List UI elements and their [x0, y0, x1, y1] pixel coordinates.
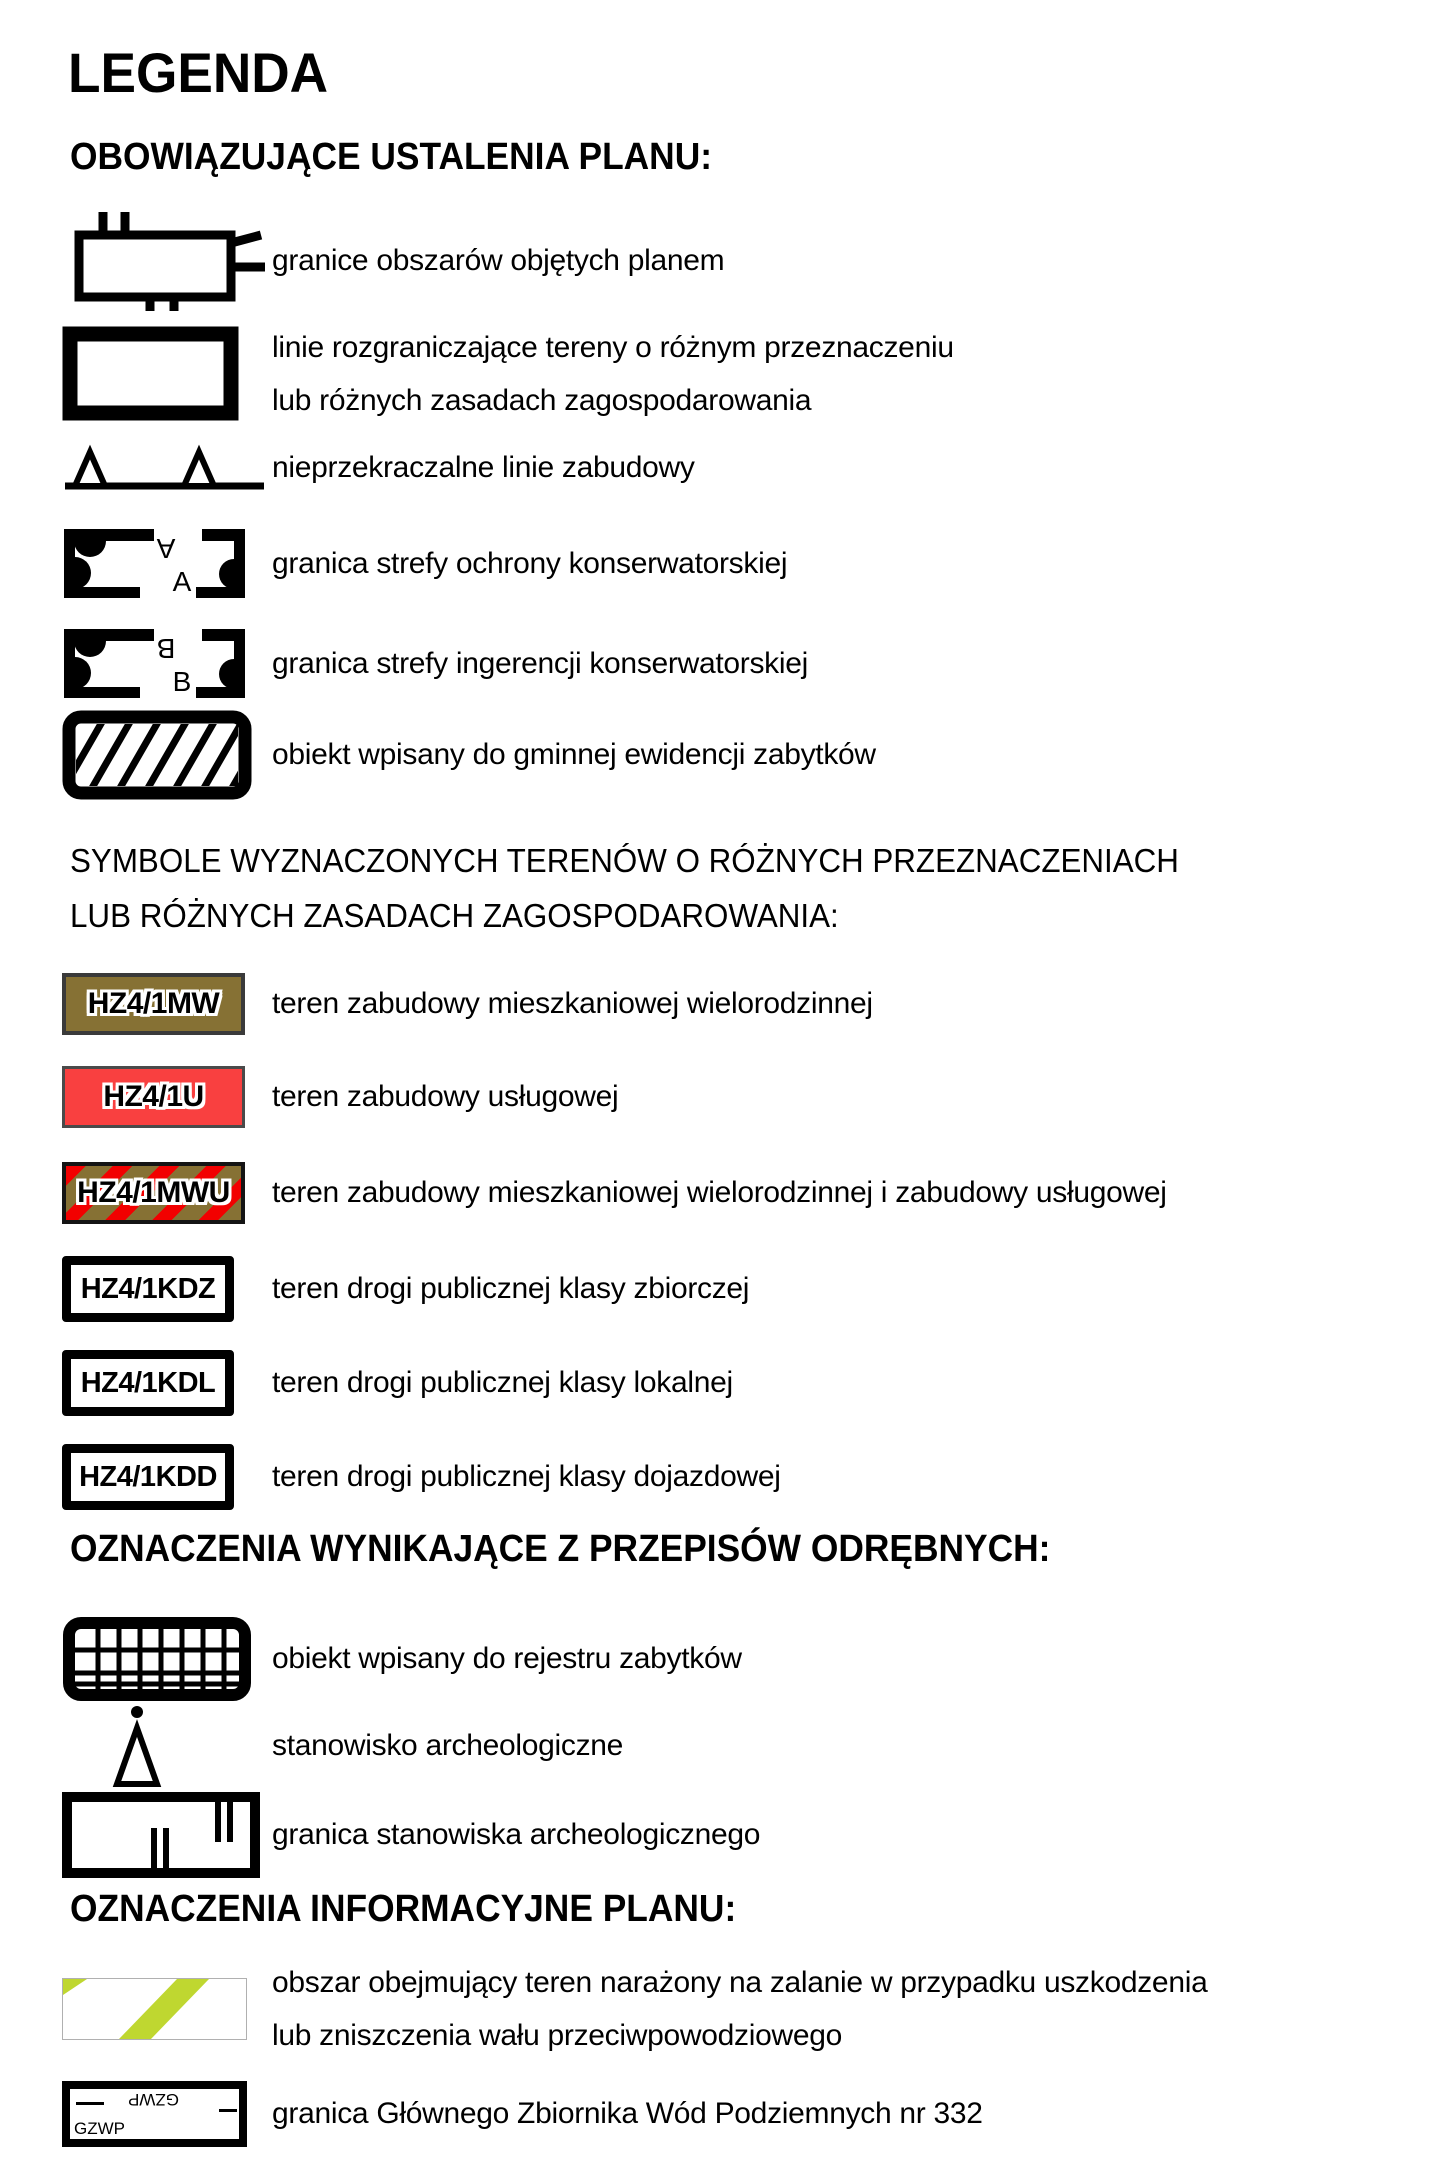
legend-label: teren drogi publicznej klasy lokalnej: [272, 1366, 733, 1399]
zone-color-swatch-mwu: [62, 1162, 245, 1224]
legend-row: [62, 1702, 1444, 1790]
legend-row: [62, 1792, 1444, 1878]
legend-label-line2: lub różnych zasadach zagospodarowania: [272, 383, 812, 417]
legend-label: stanowisko archeologiczne: [272, 1729, 624, 1762]
legend-label-line1: obszar obejmujący teren narażony na zalanie w przypadku uszkodzenia: [272, 1966, 1208, 1999]
zone-code: HZ4/1KDD: [79, 1460, 217, 1493]
zone-code: HZ4/1U: [103, 1080, 204, 1113]
legend-label-line2: lub zniszczenia wału przeciwpowodziowego: [272, 2019, 842, 2052]
section-heading-separate-regulations: OZNACZENIA WYNIKAJĄCE Z PRZEPISÓW ODRĘBNYCH:: [70, 1528, 1051, 1570]
archaeological-site-symbol: [62, 1702, 272, 1790]
legend-row: [62, 443, 1444, 493]
archaeological-site-boundary-symbol: [62, 1792, 272, 1878]
building-limit-line-icon: [62, 443, 267, 493]
zone-code: HZ4/1KDL: [80, 1366, 216, 1399]
zone-box-hz4-1kdz: [62, 1256, 272, 1322]
legend-row: [62, 2080, 1444, 2148]
flood-stripe-icon: [63, 1979, 246, 2039]
legend-row: [62, 1066, 1444, 1128]
legend-row: [62, 1161, 1444, 1225]
zone-box-hz4-1mwu: [62, 1162, 272, 1224]
legend-row: [62, 526, 1444, 602]
zone-box-hz4-1kdd: [62, 1444, 272, 1510]
zone-code: HZ4/1KDZ: [80, 1272, 216, 1305]
legend-label: obiekt wpisany do gminnej ewidencji zabytków: [272, 738, 876, 771]
grid-rect-icon: [62, 1616, 252, 1702]
zone-letter: B: [172, 666, 192, 697]
conservation-zone-a-icon: [62, 527, 247, 601]
registered-monument-symbol: [62, 1616, 272, 1702]
legend-row: [62, 1350, 1444, 1416]
legend-label: obiekt wpisany do rejestru zabytków: [272, 1642, 742, 1675]
zone-code: HZ4/1MWU: [77, 1176, 230, 1209]
zone-color-swatch-u: [62, 1066, 245, 1128]
legend-label: teren zabudowy mieszkaniowej wielorodzinnej i zabudowy usługowej: [272, 1176, 1167, 1209]
triangle-dot-icon: [62, 1702, 252, 1790]
legend-label: granica stanowiska archeologicznego: [272, 1818, 761, 1851]
boundary-tick: [76, 2102, 104, 2105]
legend-row: [62, 710, 1444, 800]
section-heading-informational: OZNACZENIA INFORMACYJNE PLANU:: [70, 1888, 737, 1930]
zone-box-hz4-1kdl: [62, 1350, 272, 1416]
flood-stripe-swatch: [62, 1978, 247, 2040]
legend-row: [62, 210, 1444, 312]
conservation-protection-zone-symbol: [62, 527, 272, 601]
legend-label: teren zabudowy usługowej: [272, 1080, 619, 1113]
conservation-intervention-zone-symbol: [62, 627, 272, 701]
zone-dividing-lines-icon: [62, 326, 239, 421]
ticked-rect-icon: [62, 1792, 262, 1878]
legend-label: teren drogi publicznej klasy dojazdowej: [272, 1460, 781, 1493]
legend-row: [62, 973, 1444, 1035]
legend-row: [62, 1444, 1444, 1510]
conservation-zone-b-icon: [62, 627, 247, 701]
zone-box-hz4-1u: [62, 1066, 272, 1128]
zone-color-swatch-mw: [62, 973, 245, 1035]
legend-label: teren drogi publicznej klasy zbiorczej: [272, 1272, 750, 1305]
hatched-rect-icon: [62, 710, 252, 800]
municipal-heritage-object-symbol: [62, 710, 272, 800]
zone-letter-mirrored: B: [156, 633, 176, 664]
legend-label: granica strefy ingerencji konserwatorskiej: [272, 647, 808, 680]
legend-label: granica strefy ochrony konserwatorskiej: [272, 547, 788, 580]
legend-label-line1: linie rozgraniczające tereny o różnym przeznaczeniu: [272, 330, 954, 364]
zone-letter-mirrored: A: [156, 533, 176, 564]
plan-area-boundary-icon: [62, 210, 267, 312]
section-heading-binding-provisions: OBOWIĄZUJĄCE USTALENIA PLANU:: [70, 136, 712, 178]
zone-box-outline: [62, 1256, 234, 1322]
legend-label: granice obszarów objętych planem: [272, 244, 725, 277]
section-heading-line2: LUB RÓŻNYCH ZASADACH ZAGOSPODAROWANIA:: [70, 897, 839, 934]
zone-box-outline: [62, 1350, 234, 1416]
gzwp-boundary-icon: [62, 2081, 247, 2147]
zone-letter: A: [172, 566, 192, 597]
legend-row: [62, 326, 1444, 421]
flood-risk-area-symbol: [62, 1978, 272, 2040]
legend-label: teren zabudowy mieszkaniowej wielorodzinnej: [272, 987, 873, 1020]
legend-row: [62, 626, 1444, 702]
legend-label: nieprzekraczalne linie zabudowy: [272, 451, 695, 484]
plan-area-boundary-symbol: [62, 210, 272, 312]
legend-label: granica Głównego Zbiornika Wód Podziemnych nr 332: [272, 2097, 983, 2130]
zone-box-hz4-1mw: [62, 973, 272, 1035]
gzwp-label: GZWP: [74, 2119, 125, 2138]
legend-row: [62, 1966, 1444, 2052]
gzwp-boundary-symbol: [62, 2081, 272, 2147]
building-limit-line-symbol: [62, 443, 272, 493]
zone-box-outline: [62, 1444, 234, 1510]
section-heading-line1: SYMBOLE WYZNACZONYCH TERENÓW O RÓŻNYCH PRZEZNACZENIACH: [70, 842, 1179, 879]
gzwp-label-mirrored: GZWP: [128, 2090, 179, 2109]
zone-dividing-lines-symbol: [62, 326, 272, 421]
section-heading-area-symbols: [70, 833, 1179, 943]
legend-label: [272, 321, 954, 427]
legend-row: [62, 1256, 1444, 1322]
legend-title: LEGENDA: [68, 41, 329, 104]
zone-code: HZ4/1MW: [87, 987, 220, 1020]
boundary-tick: [219, 2109, 237, 2112]
legend-row: [62, 1616, 1444, 1702]
legend-label: [272, 1956, 1207, 2062]
